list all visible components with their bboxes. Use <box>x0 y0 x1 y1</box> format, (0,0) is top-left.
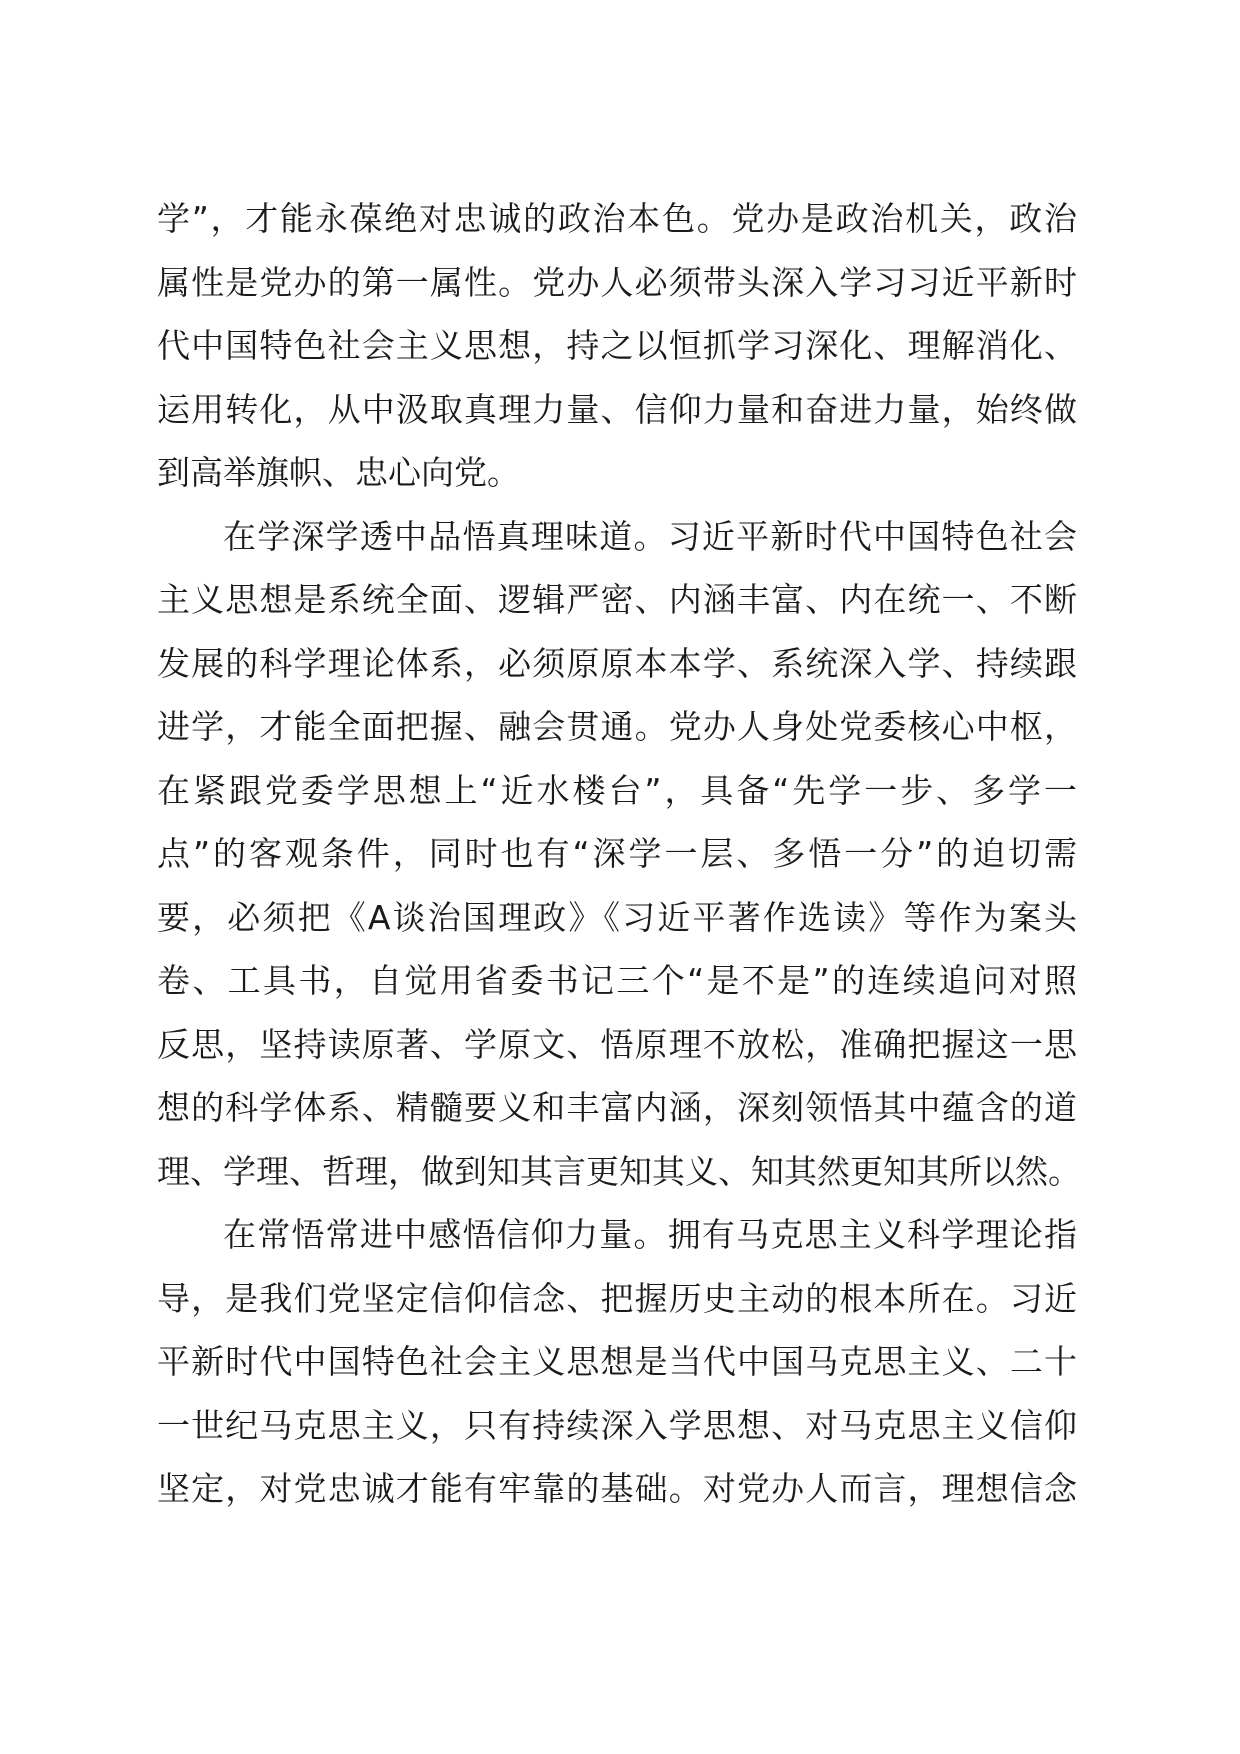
paragraph-2-line-4: 进学，才能全面把握、融会贯通。党办人身处党委核心中枢， <box>157 707 1077 746</box>
paragraph-3-line-3: 平新时代中国特色社会主义思想是当代中国马克思主义、二十 <box>157 1342 1077 1381</box>
paragraph-1-line-2: 属性是党办的第一属性。党办人必须带头深入学习习近平新时 <box>157 262 1077 302</box>
paragraph-2-line-2: 主义思想是系统全面、逻辑严密、内涵丰富、内在统一、不断 <box>157 580 1077 619</box>
paragraph-2-line-5: 在紧跟党委学思想上“近水楼台”，具备“先学一步、多学一 <box>157 770 1077 810</box>
paragraph-2-line-8: 卷、工具书，自觉用省委书记三个“是不是”的连续追问对照 <box>157 961 1077 1000</box>
paragraph-2-line-1: 在学深学透中品悟真理味道。习近平新时代中国特色社会 <box>223 516 1077 556</box>
paragraph-1-line-1: 学”，才能永葆绝对忠诚的政治本色。党办是政治机关，政治 <box>157 199 1077 238</box>
paragraph-2-line-11: 理、学理、哲理，做到知其言更知其义、知其然更知其所以然。 <box>157 1151 1081 1191</box>
paragraph-3-line-2: 导，是我们党坚定信仰信念、把握历史主动的根本所在。习近 <box>157 1278 1077 1318</box>
paragraph-1-line-5: 到高举旗帜、忠心向党。 <box>157 453 520 492</box>
paragraph-2-line-7: 要，必须把《A谈治国理政》《习近平著作选读》等作为案头 <box>157 897 1077 937</box>
body-text <box>157 187 1081 1521</box>
paragraph-2-line-9: 反思，坚持读原著、学原文、悟原理不放松，准确把握这一思 <box>157 1024 1077 1064</box>
paragraph-3-line-4: 一世纪马克思主义，只有持续深入学思想、对马克思主义信仰 <box>157 1405 1077 1445</box>
paragraph-3-line-5: 坚定，对党忠诚才能有牢靠的基础。对党办人而言，理想信念 <box>157 1469 1077 1508</box>
paragraph-2-line-10: 想的科学体系、精髓要义和丰富内涵，深刻领悟其中蕴含的道 <box>157 1088 1077 1127</box>
paragraph-1-line-3: 代中国特色社会主义思想，持之以恒抓学习深化、理解消化、 <box>157 326 1077 365</box>
paragraph-2-line-3: 发展的科学理论体系，必须原原本本学、系统深入学、持续跟 <box>157 643 1077 683</box>
paragraph-2-line-6: 点”的客观条件，同时也有“深学一层、多悟一分”的迫切需 <box>157 834 1077 873</box>
paragraph-1-line-4: 运用转化，从中汲取真理力量、信仰力量和奋进力量，始终做 <box>157 389 1077 429</box>
paragraph-3-line-1: 在常悟常进中感悟信仰力量。拥有马克思主义科学理论指 <box>223 1215 1077 1254</box>
